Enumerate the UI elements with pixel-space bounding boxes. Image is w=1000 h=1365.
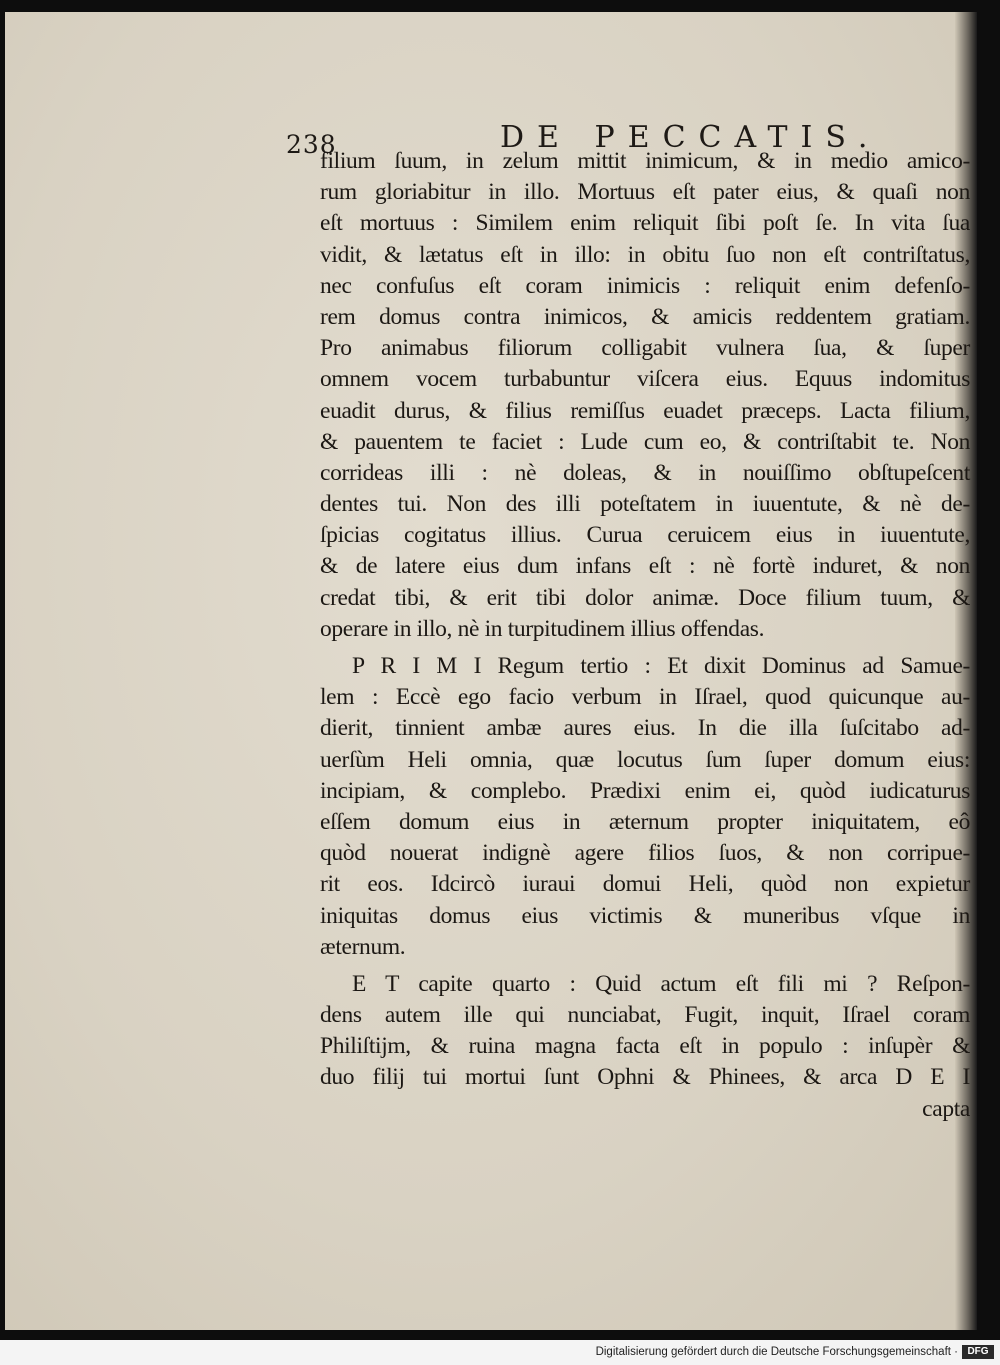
- text-line: duo filij tui mortui ſunt Ophni & Phinees, & arca D E I: [320, 1064, 970, 1091]
- text-line: Pro animabus filiorum colligabit vulnera ſua, & ſuper: [320, 335, 970, 362]
- text-line: eſt mortuus : Similem enim reliquit ſibi poſt ſe. In vita ſua: [320, 210, 970, 237]
- text-line: euadit durus, & filius remiſſus euadet præceps. Lacta filium,: [320, 397, 970, 424]
- text-line: credat tibi, & erit tibi dolor animæ. Doce filium tuum, &: [320, 584, 970, 611]
- text-line: rum gloriabitur in illo. Mortuus eſt pater eius, & quaſi non: [320, 179, 970, 206]
- text-line: & de latere eius dum infans eſt : nè fortè induret, & non: [320, 553, 970, 580]
- text-line: E T capite quarto : Quid actum eſt fili mi ? Reſpon-: [352, 970, 970, 997]
- text-line: nec confuſus eſt coram inimicis : reliquit enim defenſo-: [320, 272, 970, 299]
- text-line: rit eos. Idcircò iuraui domui Heli, quòd non expietur: [320, 871, 970, 898]
- text-line: dentes tui. Non des illi poteſtatem in iuuentute, & nè de-: [320, 491, 970, 518]
- text-line: omnem vocem turbabuntur viſcera eius. Equus indomitus: [320, 366, 970, 393]
- text-line: quòd nouerat indignè agere filios ſuos, & non corripue-: [320, 840, 970, 867]
- page-number: 238: [286, 130, 337, 159]
- body-text: [320, 146, 970, 1125]
- text-line: iniquitas domus eius victimis & muneribus vſque in: [320, 902, 970, 929]
- text-line: æternum.: [320, 933, 406, 960]
- text-line: eſſem domum eius in æternum propter iniquitatem, eô: [320, 808, 970, 835]
- text-line: dens autem ille qui nunciabat, Fugit, inquit, Iſrael coram: [320, 1002, 970, 1029]
- text-line: incipiam, & complebo. Prædixi enim ei, quòd iudicaturus: [320, 777, 970, 804]
- text-line: ſpicias cogitatus illius. Curua ceruicem eius in iuuentute,: [320, 522, 970, 549]
- digitization-footer: [0, 1340, 1000, 1365]
- catchword: capta: [922, 1095, 970, 1122]
- dfg-logo: DFG: [962, 1345, 994, 1359]
- text-line: filium ſuum, in zelum mittit inimicum, & in medio amico-: [320, 148, 970, 174]
- text-line: & pauentem te faciet : Lude cum eo, & contriſtabit te. Non: [320, 428, 970, 455]
- text-line: corrideas illi : nè doleas, & in nouiſſimo obſtupeſcent: [320, 459, 970, 486]
- text-line: rem domus contra inimicos, & amicis reddentem gratiam.: [320, 303, 970, 330]
- text-line: Philiſtijm, & ruina magna facta eſt in populo : inſupèr &: [320, 1033, 970, 1060]
- text-line: vidit, & lætatus eſt in illo: in obitu ſuo non eſt contriſtatus,: [320, 241, 970, 268]
- text-line: uerſùm Heli omnia, quæ locutus ſum ſuper domum eius:: [320, 746, 970, 773]
- text-line: dierit, tinnient ambæ aures eius. In die illa ſuſcitabo ad-: [320, 715, 970, 742]
- funding-credit: Digitalisierung gefördert durch die Deutsche Forschungsgemeinschaft ·: [595, 1346, 958, 1358]
- text-line: operare in illo, nè in turpitudinem illius offendas.: [320, 615, 765, 642]
- text-line: P R I M I Regum tertio : Et dixit Dominus ad Samue-: [352, 653, 970, 679]
- running-title: DE PECCATIS.: [500, 120, 881, 155]
- text-line: lem : Eccè ego facio verbum in Iſrael, quod quicunque au-: [320, 684, 970, 711]
